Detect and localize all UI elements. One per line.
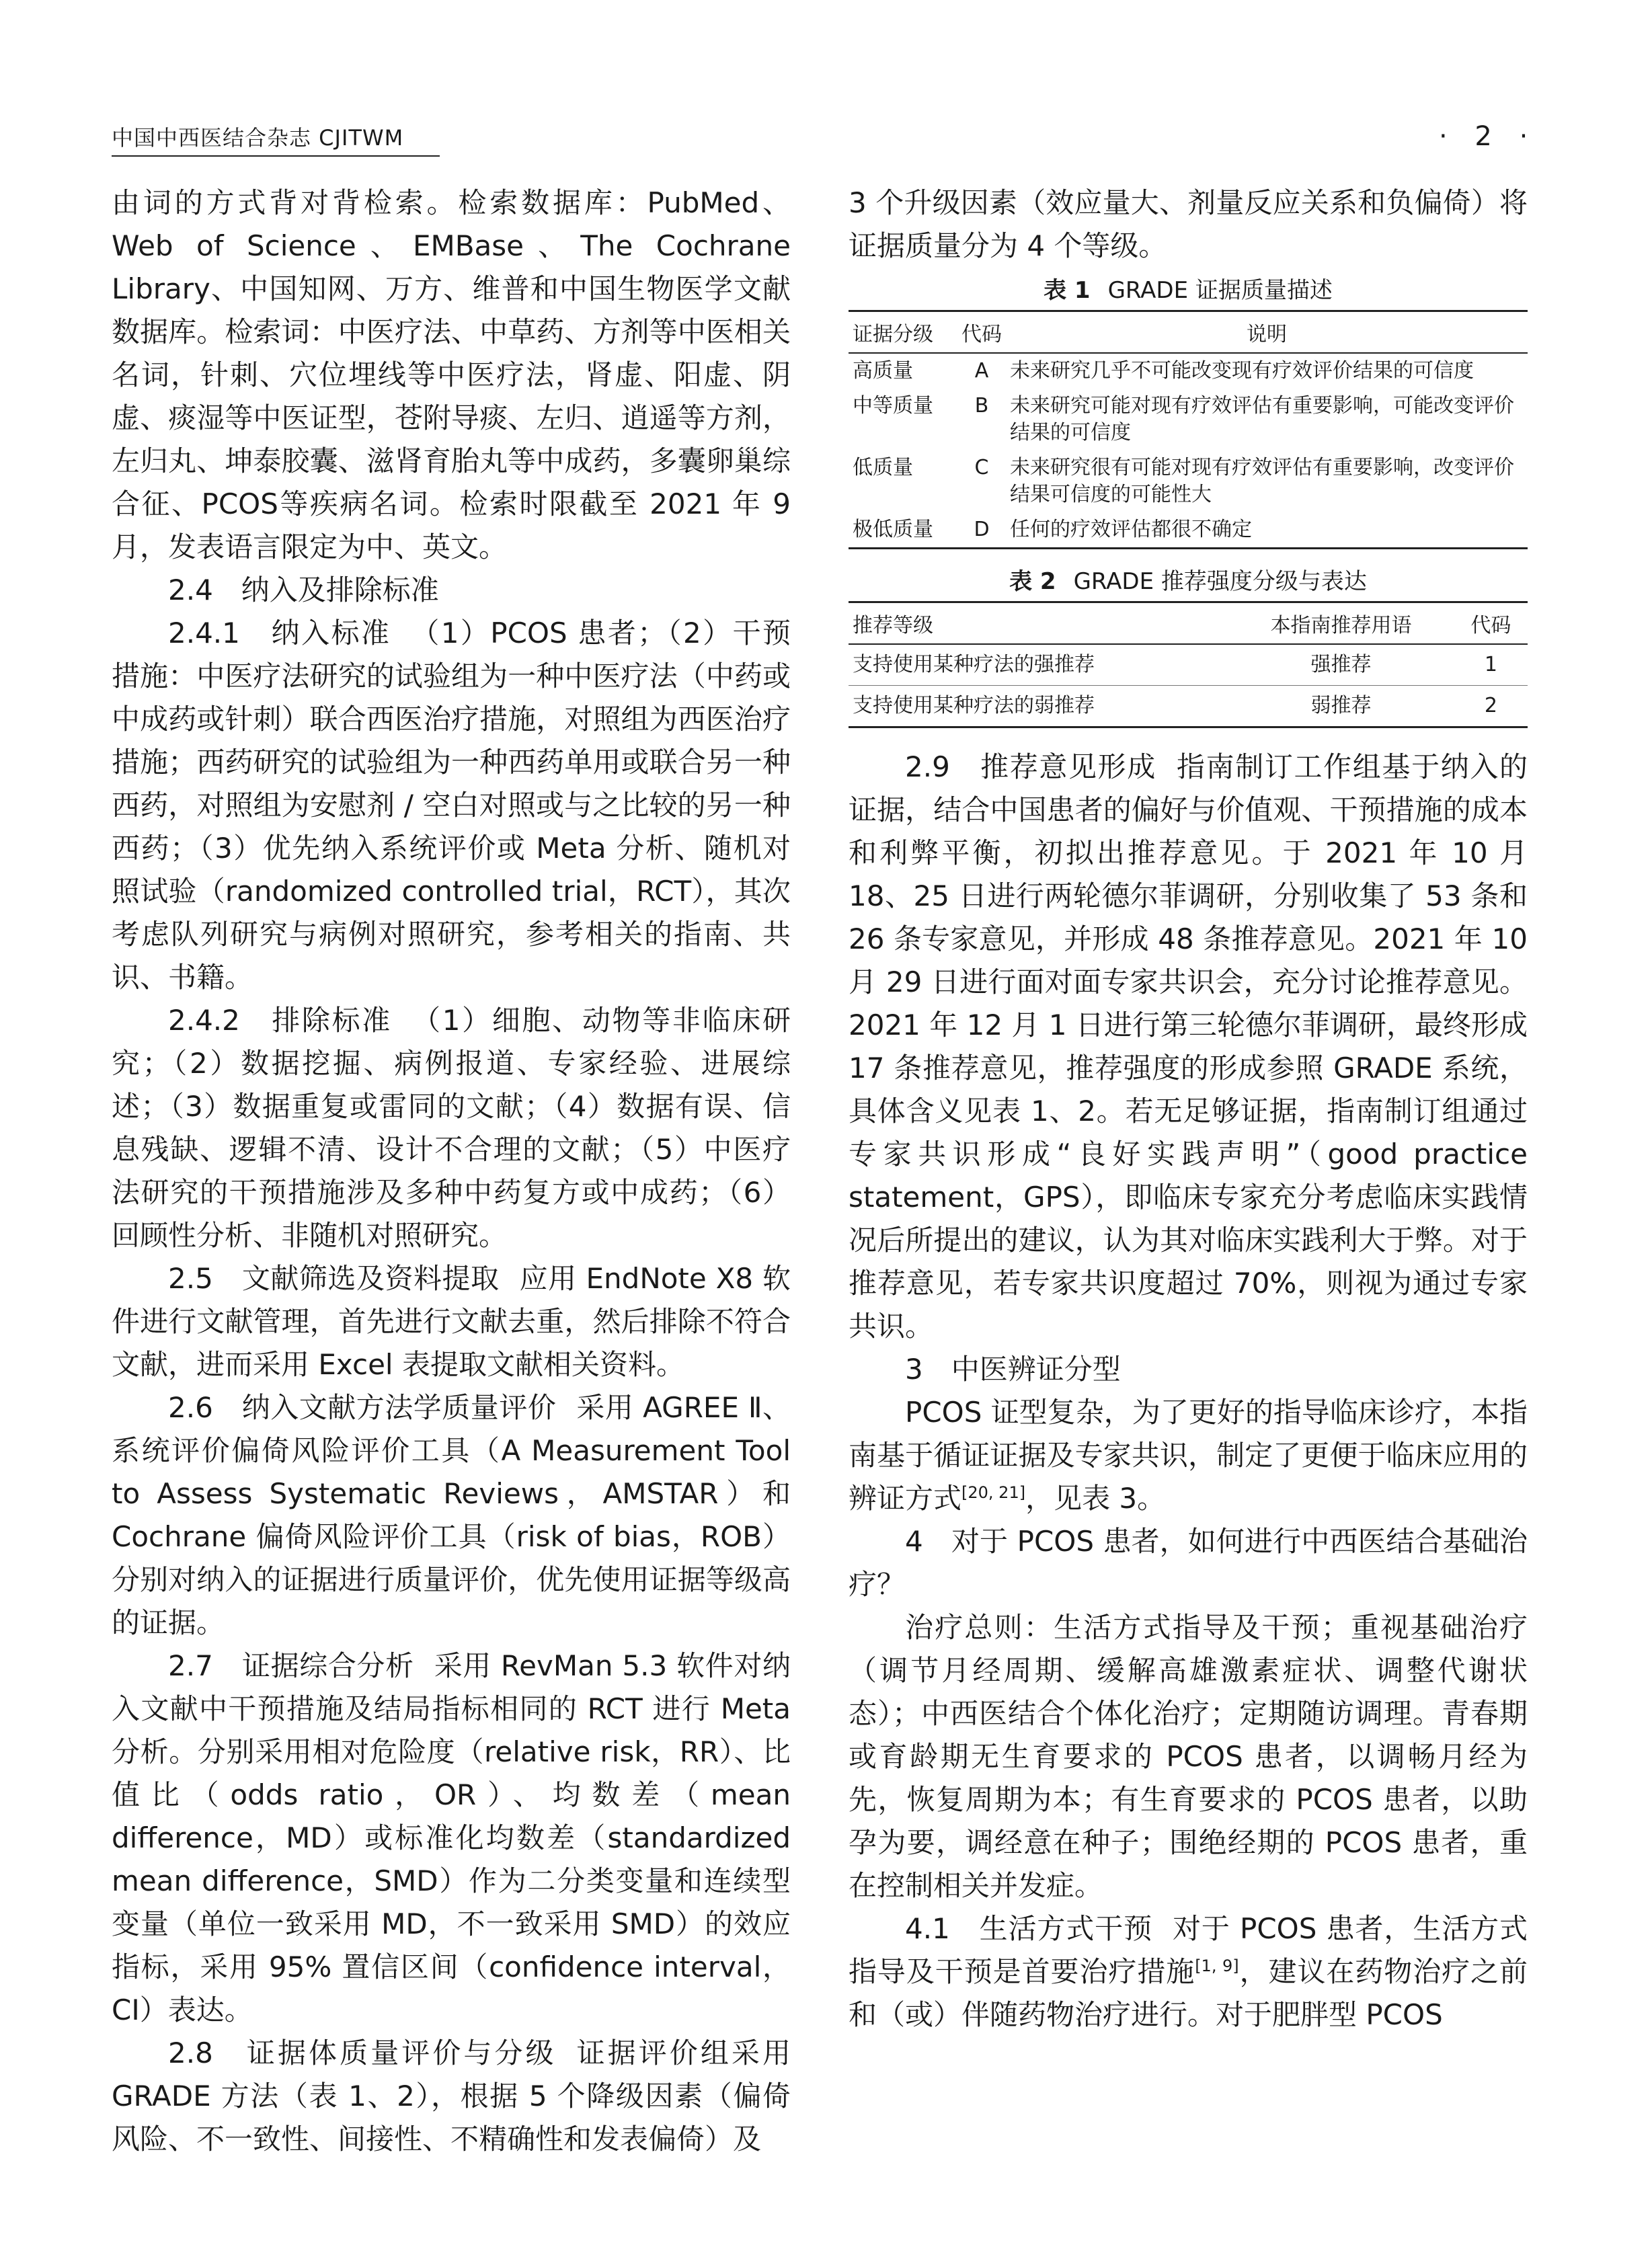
paragraph: PCOS 证型复杂，为了更好的指导临床诊疗，本指南基于循证证据及专家共识，制定了更便于临床应用的辨证方式[20, 21]，见表 3。 [849,1396,1528,1515]
table-row: 支持使用某种疗法的弱推荐 弱推荐 2 [849,686,1528,727]
header-rule [112,155,440,157]
table-header: 本指南推荐用语 [1228,602,1454,645]
paragraph: 2.6 纳入文献方法学质量评价 采用 AGREE Ⅱ、系统评价偏倚风险评价工具（A Measurement Tool to Assess Systematic Reviews，AMSTAR）和 Cochrane 偏倚风险评价工具（risk of bias，ROB）分别对纳入的证据进行质量评价，优先使用证据等级高的证据。 [112,1391,791,1639]
section-heading: 3 中医辨证分型 [905,1353,1121,1386]
right-column [849,182,1528,2036]
table1-caption: 表 1 GRADE 证据质量描述 [1044,277,1333,304]
table-header: 推荐等级 [849,602,1228,645]
paragraph: 3 个升级因素（效应量大、剂量反应关系和负偏倚）将证据质量分为 4 个等级。 [849,186,1528,262]
paragraph: 2.7 证据综合分析 采用 RevMan 5.3 软件对纳入文献中干预措施及结局指标相同的 RCT 进行 Meta 分析。分别采用相对危险度（relative risk，RR）、比值比（odds ratio，OR）、均数差（mean difference，MD）或标准化均数差（standardized mean difference，SMD）作为二分类变量和连续型变量（单位一致采用 MD，不一致采用 SMD）的效应指标，采用 95% 置信区间（confidence interval，CI）表达。 [112,1649,791,2026]
table-header: 说明 [1006,311,1528,354]
table-row: 低质量 C 未来研究很有可能对现有疗效评估有重要影响，改变评价结果可信度的可能性大 [853,456,1514,506]
table-header: 代码 [957,311,1006,354]
paragraph: 2.5 文献筛选及资料提取 应用 EndNote X8 软件进行文献管理，首先进行文献去重，然后排除不符合文献，进而采用 Excel 表提取文献相关资料。 [112,1262,791,1381]
citation: [20, 21] [961,1483,1026,1502]
paragraph: 4.1 生活方式干预 对于 PCOS 患者，生活方式指导及干预是首要治疗措施[1, 9]，建议在药物治疗之前和（或）伴随药物治疗进行。对于肥胖型 PCOS [849,1912,1528,2031]
table-row: 中等质量 B 未来研究可能对现有疗效评估有重要影响，可能改变评价结果的可信度 [853,394,1514,444]
paragraph: 治疗总则：生活方式指导及干预；重视基础治疗（调节月经周期、缓解高雄激素症状、调整代谢状态）；中西医结合个体化治疗；定期随访调理。青春期或育龄期无生育要求的 PCOS 患者，以调畅月经为先，恢复周期为本；有生育要求的 PCOS 患者，以助孕为要，调经意在种子；围绝经期的 PCOS 患者，重在控制相关并发症。 [849,1611,1528,1902]
table2-caption: 表 2 GRADE 推荐强度分级与表达 [1009,568,1367,595]
table-row: 支持使用某种疗法的强推荐 强推荐 1 [849,644,1528,686]
table-header: 代码 [1454,602,1528,645]
table-row: 高质量 A 未来研究几乎不可能改变现有疗效评价结果的可信度 [853,359,1474,383]
paragraph: 2.9 推荐意见形成 指南制订工作组基于纳入的证据，结合中国患者的偏好与价值观、干预措施的成本和利弊平衡，初拟出推荐意见。于 2021 年 10 月 18、25 日进行两轮德尔菲调研，分别收集了 53 条和 26 条专家意见，并形成 48 条推荐意见。2021 年 10 月 29 日进行面对面专家共识会，充分讨论推荐意见。2021 年 12 月 1 日进行第三轮德尔菲调研，最终形成 17 条推荐意见，推荐强度的形成参照 GRADE 系统，具体含义见表 1、2。若无足够证据，指南制订组通过专家共识形成“良好实践声明”（good practice statement，GPS），即临床专家充分考虑临床实践情况后所提出的建议，认为其对临床实践利大于弊。对于推荐意见，若专家共识度超过 70%，则视为通过专家共识。 [849,750,1528,1343]
section-heading: 4 对于 PCOS 患者，如何进行中西医结合基础治疗？ [849,1525,1528,1601]
paragraph: 2.8 证据体质量评价与分级 证据评价组采用 GRADE 方法（表 1、2），根据 5 个降级因素（偏倚风险、不一致性、间接性、不精确性和发表偏倚）及 [112,2036,791,2155]
journal-header: 中国中西医结合杂志 CJITWM [112,125,404,151]
table-header: 证据分级 [849,311,957,354]
left-column [112,182,791,2161]
citation: [1, 9] [1195,1956,1239,1975]
table1 [849,310,1528,549]
table-row: 极低质量 D 任何的疗效评估都很不确定 [849,512,1528,549]
page-number: · 2 · [1439,121,1538,152]
paragraph: 由词的方式背对背检索。检索数据库：PubMed、Web of Science、EMBase、The Cochrane Library、中国知网、万方、维普和中国生物医学文献数据库。检索词：中医疗法、中草药、方剂等中医相关名词，针刺、穴位埋线等中医疗法，肾虚、阳虚、阴虚、痰湿等中医证型，苍附导痰、左归、逍遥等方剂，左归丸、坤泰胶囊、滋肾育胎丸等中成药，多囊卵巢综合征、PCOS等疾病名词。检索时限截至 2021 年 9 月，发表语言限定为中、英文。 [112,186,791,563]
paragraph: 2.4.1 纳入标准 （1）PCOS 患者；（2）干预措施：中医疗法研究的试验组为一种中医疗法（中药或中成药或针刺）联合西医治疗措施，对照组为西医治疗措施；西药研究的试验组为一种西药单用或联合另一种西药，对照组为安慰剂 / 空白对照或与之比较的另一种西药；（3）优先纳入系统评价或 Meta 分析、随机对照试验（randomized controlled trial，RCT），其次考虑队列研究与病例对照研究，参考相关的指南、共识、书籍。 [112,617,791,994]
paragraph: 2.4.2 排除标准 （1）细胞、动物等非临床研究；（2）数据挖掘、病例报道、专家经验、进展综述；（3）数据重复或雷同的文献；（4）数据有误、信息残缺、逻辑不清、设计不合理的文献；（5）中医疗法研究的干预措施涉及多种中药复方或中成药；（6）回顾性分析、非随机对照研究。 [112,1004,791,1252]
section-heading: 2.4 纳入及排除标准 [168,573,439,606]
table2 [849,601,1528,728]
